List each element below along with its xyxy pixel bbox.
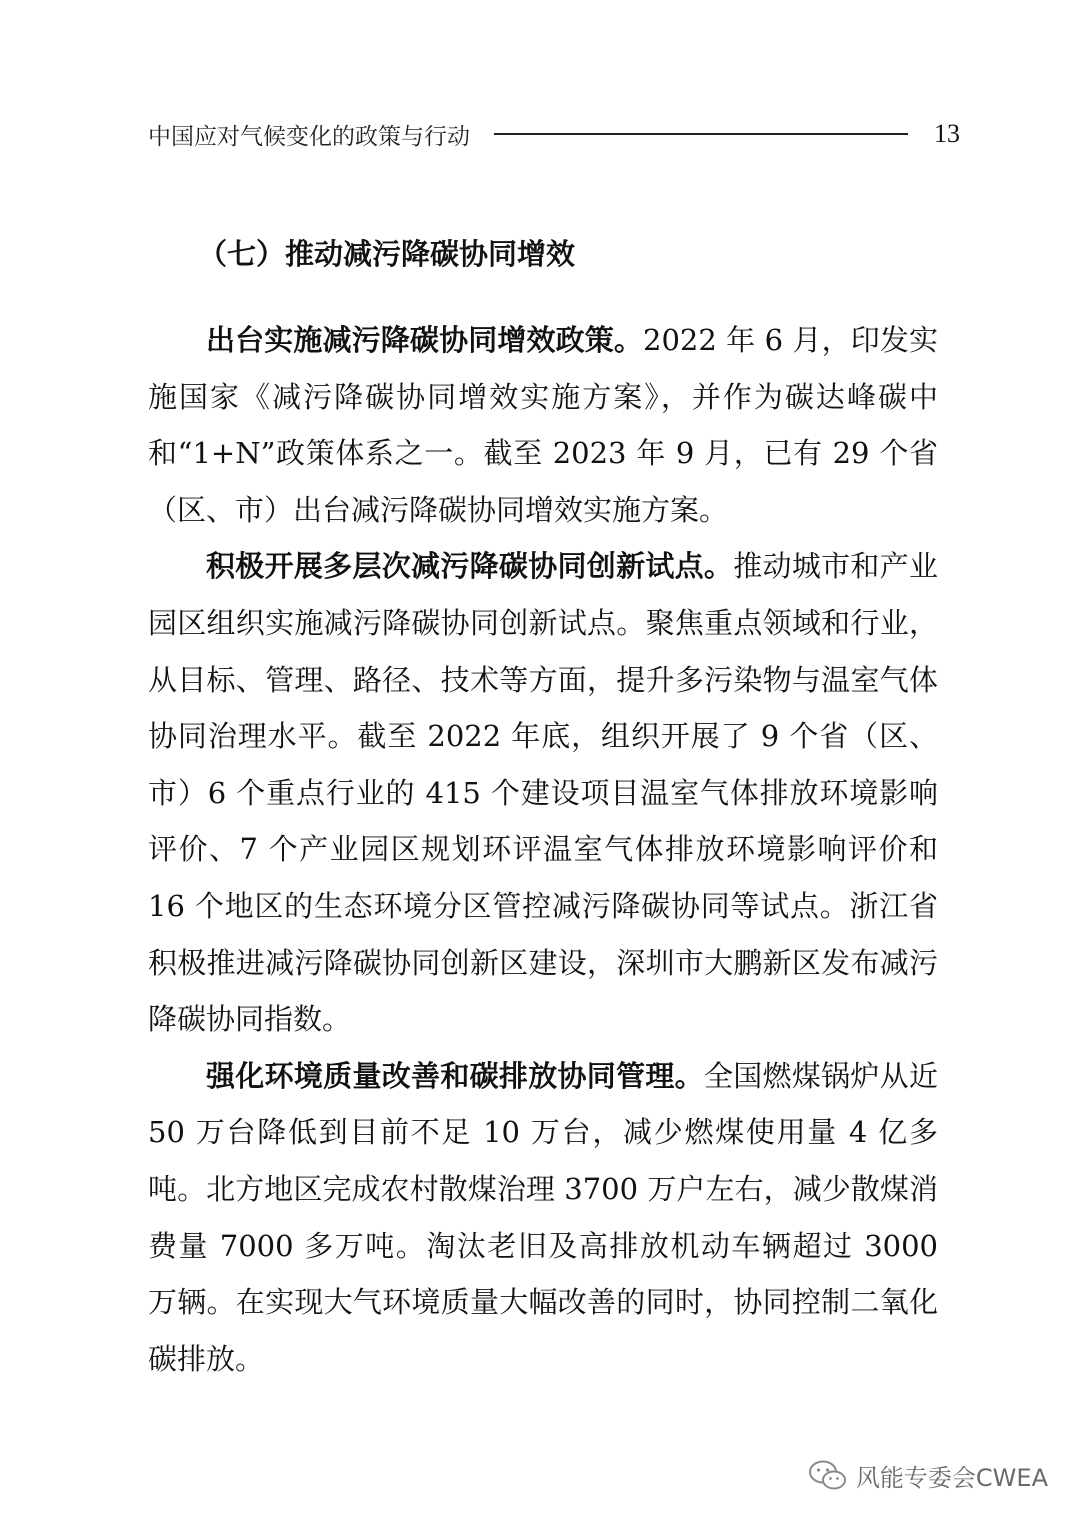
header-rule [494, 133, 908, 135]
watermark [808, 1458, 1048, 1493]
paragraph-text: 2022 年 6 月，印发实施国家《减污降碳协同增效实施方案》，并作为碳达峰碳中和“1+N”政策体系之一。截至 2023 年 9 月，已有 29 个省（区、市）出台减污降碳协同增效实施方案。 [148, 323, 938, 527]
paragraph-3 [148, 1048, 938, 1388]
paragraph-lead: 强化环境质量改善和碳排放协同管理。 [206, 1058, 704, 1093]
paragraph-2 [148, 538, 938, 1047]
page-number: 13 [934, 119, 960, 148]
paragraph-text: 全国燃煤锅炉从近 50 万台降低到目前不足 10 万台，减少燃煤使用量 4 亿多吨。北方地区完成农村散煤治理 3700 万户左右，减少散煤消费量 7000 多万吨。淘汰老旧及高排放机动车辆超过 3000 万辆。在实现大气环境质量大幅改善的同时，协同控制二氧化碳排放。 [148, 1058, 938, 1376]
paragraph-lead: 出台实施减污降碳协同增效政策。 [206, 323, 643, 357]
wechat-icon [808, 1459, 848, 1493]
paragraph-lead: 积极开展多层次减污降碳协同创新试点。 [206, 549, 734, 584]
header-title: 中国应对气候变化的政策与行动 [148, 123, 470, 150]
running-header [148, 114, 960, 154]
paragraph-text: 推动城市和产业园区组织实施减污降碳协同创新试点。聚焦重点领域和行业，从目标、管理、路径、技术等方面，提升多污染物与温室气体协同治理水平。截至 2022 年底，组织开展了 9 个省（区、市）6 个重点行业的 415 个建设项目温室气体排放环境影响评价、7 个产业园区规划环评温室气体排放环境影响评价和 16 个地区的生态环境分区管控减污降碳协同等试点。浙江省积极推进减污降碳协同创新区建设，深圳市大鹏新区发布减污降碳协同指数。 [148, 549, 938, 1037]
body-text [148, 312, 938, 1387]
section-heading: （七）推动减污降碳协同增效 [198, 237, 576, 271]
paragraph-1 [148, 312, 938, 538]
watermark-text: 风能专委会CWEA [855, 1464, 1048, 1492]
